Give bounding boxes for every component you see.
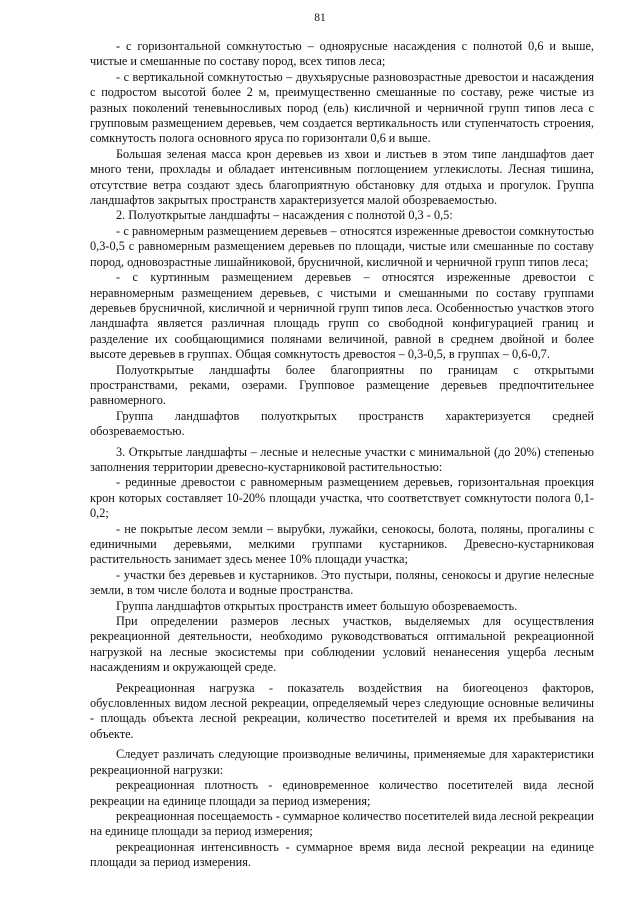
paragraph-semi-open-borders: Полуоткрытые ландшафты более благоприятны по границам с открытыми пространствами, реками, озерами. Групповое размещение деревьев предпочтительнее равномерного. <box>90 362 594 408</box>
paragraph-open-heading: 3. Открытые ландшафты – лесные и нелесные участки с минимальной (до 20%) степенью заполнения территории древесно-кустарниковой растительностью: <box>90 444 594 474</box>
paragraph-semi-open-clumped: - с куртинным размещением деревьев – относятся изреженные древостои с неравномерным размещением деревьев, с чистыми и смешанными по составу группами деревьев брусничной, кисличной и черничной групп типов леса. Особенностью участков этого ландшафта является различная площадь групп со свободной конфигурацией границ и разделение их сообщающимися полянами величиной, равной в среднем двойной и более высоте деревьев в группах. Общая сомкнутость древостоя – 0,3-0,5, в группах – 0,6-0,7. <box>90 270 594 362</box>
paragraph-closed-horizontal: - с горизонтальной сомкнутостью – одноярусные насаждения с полнотой 0,6 и выше, чистые и смешанные по составу пород, всех типов леса; <box>90 39 594 69</box>
paragraph-closed-vertical: - с вертикальной сомкнутостью – двухъярусные разновозрастные древостои и насаждения с подростом высотой более 2 м, преимущественно смешанные по составу, реже чистые из разных поколений теневыносливых пород (ель) кисличной и черничной групп типов леса с групповым размещением деревьев, чем создается вертикальность или ступенчатость строения, сомкнутость полога основного яруса по горизонтали 0,6 и выше. <box>90 69 594 146</box>
paragraph-open-visibility: Группа ландшафтов открытых пространств имеет большую обозреваемость. <box>116 598 518 613</box>
paragraph-recreational-load: Рекреационная нагрузка - показатель воздействия на биогеоценоз факторов, обусловленных видом лесной рекреации, определяемый через следующие основные величины - площадь объекта лесной рекреации, количество посетителей и время их пребывания на объекте. <box>90 680 594 741</box>
paragraph-semi-open-heading: 2. Полуоткрытые ландшафты – насаждения с полнотой 0,3 - 0,5: <box>116 208 453 223</box>
paragraph-semi-open-uniform: - с равномерным размещением деревьев – относятся изреженные древостои сомкнутостью 0,3-0,5 с равномерным размещением деревьев по площади, чистые или смешанные по составу пород, одновозрастные лишайниковой, брусничной, кисличной и черничной групп типов леса; <box>90 223 594 269</box>
paragraph-open-sparse: - рединные древостои с равномерным размещением деревьев, горизонтальная проекция крон которых составляет 10-20% площади участка, что соответствует сомкнутости полога 0,1-0,2; <box>90 475 594 521</box>
paragraph-density: рекреационная плотность - единовременное количество посетителей вида лесной рекреации на единице площади за период измерения; <box>90 778 594 808</box>
paragraph-open-unforested: - не покрытые лесом земли – вырубки, лужайки, сенокосы, болота, поляны, прогалины с единичными деревьями, мелкими группами кустарников. Древесно-кустарниковая растительность занимает здесь менее 10% площади участка; <box>90 521 594 567</box>
paragraph-open-treeless: - участки без деревьев и кустарников. Это пустыри, поляны, сенокосы и другие нелесные земли, в том числе болота и водные пространства. <box>90 567 594 598</box>
page-number: 81 <box>314 12 326 24</box>
paragraph-intensity: рекреационная интенсивность - суммарное время вида лесной рекреации на единице площади за период измерения. <box>90 839 594 870</box>
paragraph-semi-open-visibility: Группа ландшафтов полуоткрытых пространств характеризуется средней обозреваемостью. <box>90 408 594 439</box>
paragraph-plot-size: При определении размеров лесных участков, выделяемых для осуществления рекреационной деятельности, необходимо руководствоваться оптимальной рекреационной нагрузкой на лесные экосистемы при соблюдении условий ненанесения ущерба лесным насаждениям и окружающей среде. <box>90 614 594 675</box>
paragraph-attendance: рекреационная посещаемость - суммарное количество посетителей вида лесной рекреации на единице площади за период измерения; <box>90 808 595 839</box>
paragraph-derived-values: Следует различать следующие производные величины, применяемые для характеристики рекреационной нагрузки: <box>90 747 594 777</box>
paragraph-closed-summary: Большая зеленая масса крон деревьев из хвои и листьев в этом типе ландшафтов дает много тени, прохлады и обладает интенсивным поглощением углекислоты. Лесная тишина, отсутствие ветра создают здесь благоприятную обстановку для отдыха и прогулок. Группа ландшафтов закрытых пространств характеризуется малой обозреваемостью. <box>90 146 594 208</box>
body-text <box>90 39 594 871</box>
